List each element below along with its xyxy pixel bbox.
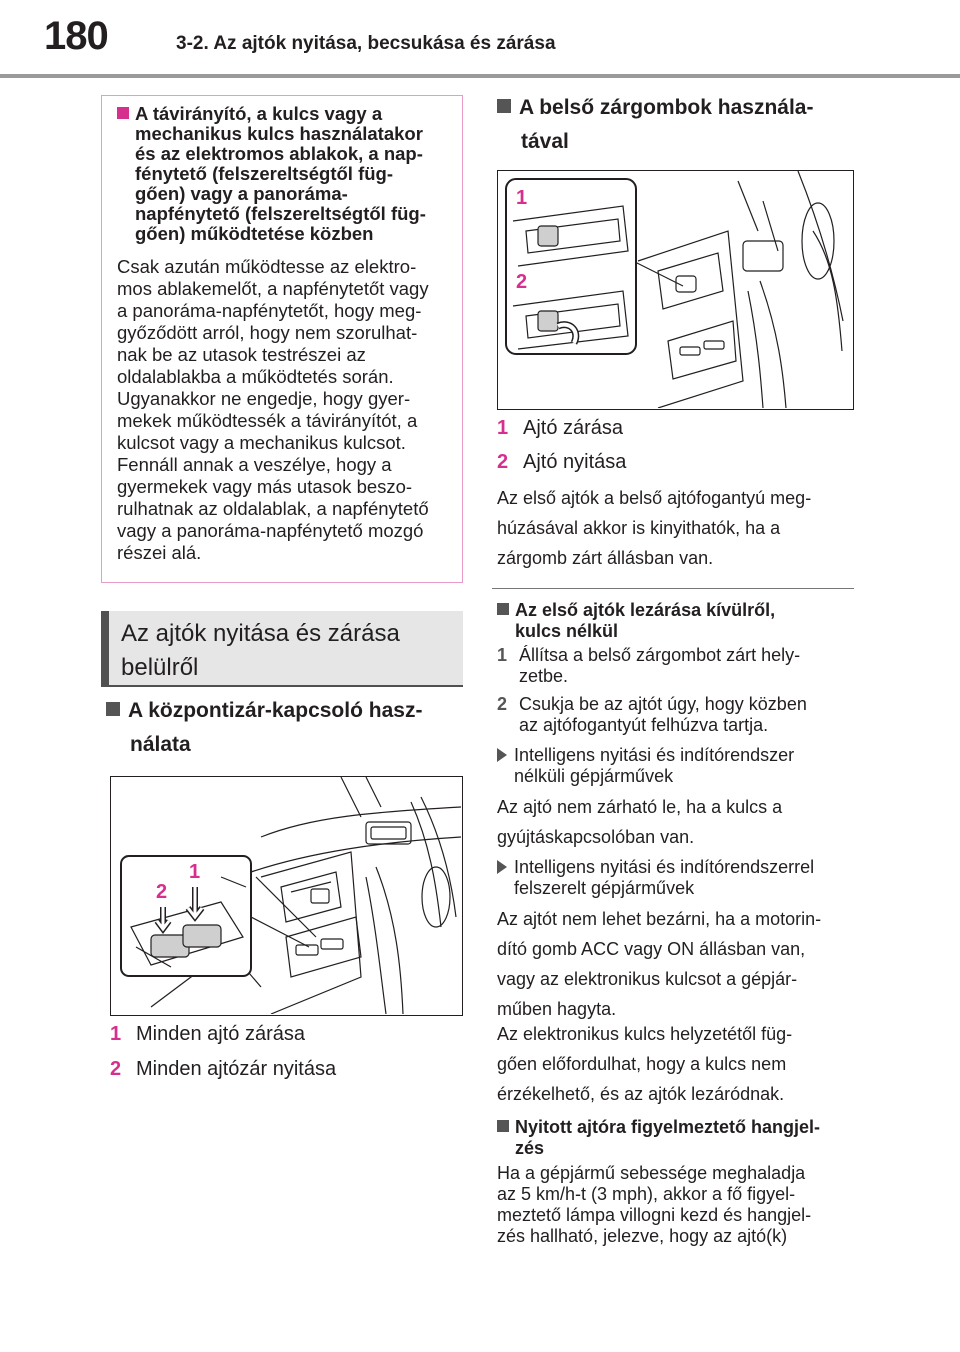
case2-text: Az ajtót nem lehet bezárni, ha a motorin- dító gomb ACC vagy ON állásban van, vagy az elektronikus kulcsot a gépjár- műben hagyta.	[497, 909, 822, 1019]
callout-1: 1	[189, 861, 201, 883]
central-lock-item-1: 1 Minden ajtó zárása	[110, 1023, 305, 1045]
inner-lock-item-2: 2 Ajtó nyitása	[497, 451, 627, 473]
chapter-title: 3-2. Az ajtók nyitása, becsukása és zárása	[176, 33, 556, 54]
heading-square-icon	[497, 99, 511, 113]
inner-lock-heading: A belső zárgombok használa- tával	[497, 91, 867, 159]
case2-text2: Az elektronikus kulcs helyzetétől füg- gően előfordulhat, hogy a kulcs nem érzékelhető, és az ajtók lezáródnak.	[497, 1024, 793, 1104]
warning-square-icon	[117, 107, 129, 119]
central-lock-item-2: 2 Minden ajtózár nyitása	[110, 1058, 337, 1080]
section-title-line2: belülről	[121, 654, 199, 681]
section-banner	[101, 611, 463, 687]
warning-body: Csak azután működtesse az elektro- mos ablakemelőt, a napfénytetőt vagy a panoráma-napfénytetőt, hogy meg- győződött arról, hogy nem szorulhat- nak be az utasok testrészei az oldalablakba a működtetés során. Ugyanakkor ne engedje, hogy gyer- mekek működtessék a távirányítót, a kulcsot vagy a mechanikus kulcsot. Fennáll annak a veszélye, hogy a gyermekek vagy más utasok beszo- rulhatnak az oldalablak, a napfénytető vagy a panoráma-napfénytető mozgó részei alá.	[117, 256, 429, 563]
page-number: 180	[44, 14, 108, 58]
callout-2: 2	[156, 881, 168, 903]
section-divider	[492, 588, 854, 589]
warning-title: A távirányító, a kulcs vagy a mechanikus kulcs használatakor és az elektromos ablakok, a nap- fénytető (felszereltségtől füg- gően) vagy a panoráma- napfénytető (felszereltségtől füg- gően) működtetése közben	[117, 104, 448, 244]
door-warning-body: Ha a gépjármű sebessége meghaladja az 5 km/h-t (3 mph), akkor a fő figyel- meztető lámpa villogni kezd és hangjel- zés hallható, jelezve, hogy az ajtó(k)	[497, 1163, 812, 1246]
callout-2: 2	[516, 271, 528, 293]
outside-lock-step-1: 1 Állítsa a belső zárgombot zárt hely- zetbe.	[497, 645, 801, 686]
case-without-smart-entry: Intelligens nyitási és indítórendszer nélküli gépjárművek	[497, 745, 867, 787]
heading-square-icon	[106, 702, 120, 716]
outside-lock-heading: Az első ajtók lezárása kívülről, kulcs nélkül	[497, 600, 867, 642]
case-with-smart-entry: Intelligens nyitási és indítórendszerrel felszerelt gépjárművek	[497, 857, 867, 899]
callout-1: 1	[516, 187, 528, 209]
inner-lock-note: Az első ajtók a belső ajtófogantyú meg- húzásával akkor is kinyithatók, ha a zárgomb zárt állásban van.	[497, 488, 812, 568]
heading-square-icon	[497, 603, 509, 615]
triangle-bullet-icon	[497, 748, 507, 762]
central-lock-heading: A központizár-kapcsoló hasz- nálata	[106, 694, 466, 762]
central-lock-illustration	[110, 776, 463, 1016]
inner-lock-illustration	[497, 170, 854, 410]
outside-lock-step-2: 2 Csukja be az ajtót úgy, hogy közben az ajtófogantyút felhúzva tartja.	[497, 694, 807, 735]
triangle-bullet-icon	[497, 860, 507, 874]
case1-text: Az ajtó nem zárható le, ha a kulcs a gyújtáskapcsolóban van.	[497, 797, 783, 847]
warning-box	[101, 95, 463, 583]
door-handle-drawing	[498, 171, 852, 408]
heading-square-icon	[497, 1120, 509, 1132]
inner-lock-item-1: 1 Ajtó zárása	[497, 417, 624, 439]
section-title-line1: Az ajtók nyitása és zárása	[121, 620, 400, 647]
door-warning-heading: Nyitott ajtóra figyelmeztető hangjel- zés	[497, 1117, 867, 1159]
header-rule	[0, 74, 960, 78]
